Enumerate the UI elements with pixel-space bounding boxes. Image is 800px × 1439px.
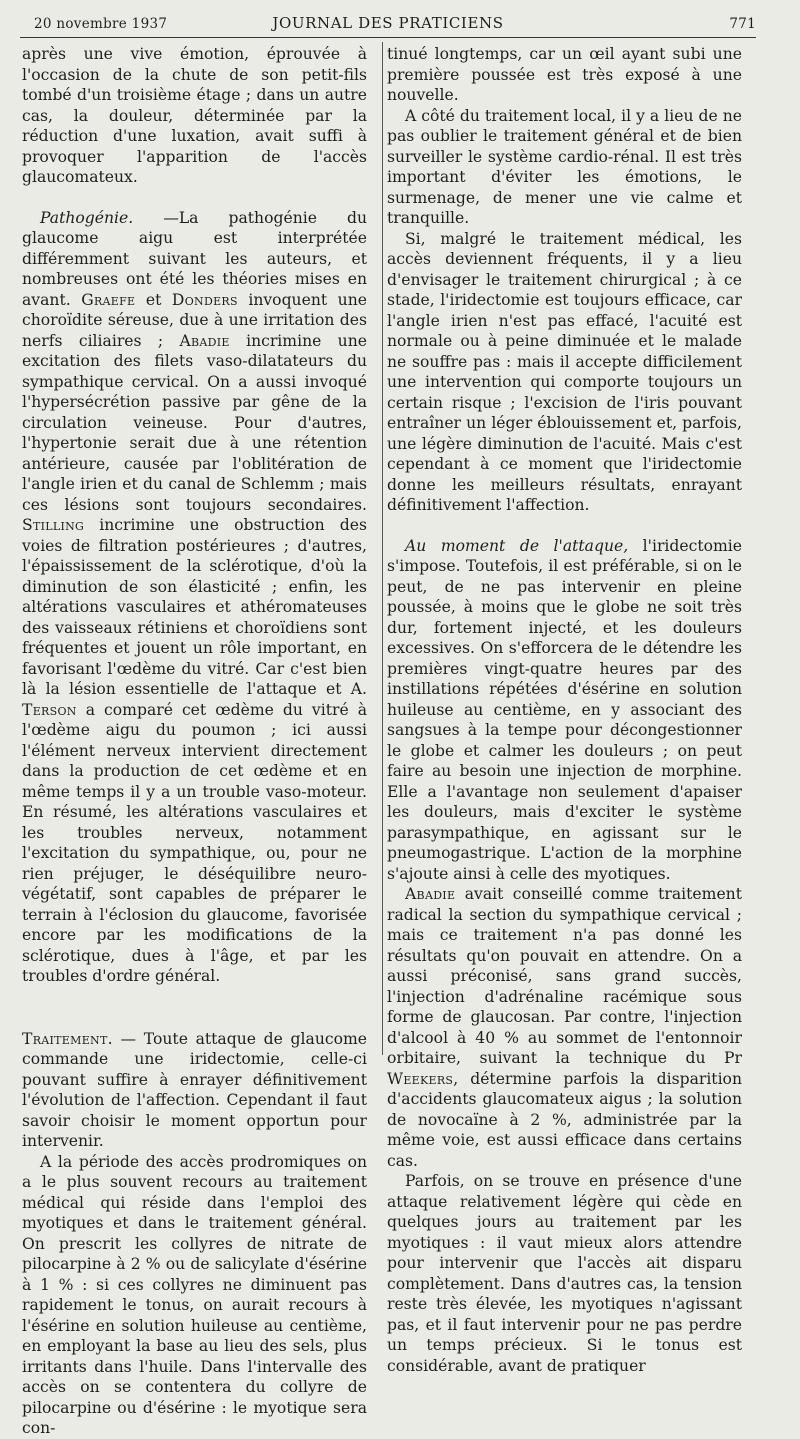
paragraph-abadie bbox=[387, 884, 742, 1171]
header-date: 20 novembre 1937 bbox=[34, 16, 168, 32]
author-weekers: Weekers bbox=[387, 1069, 454, 1088]
spacer bbox=[22, 188, 367, 208]
paragraph-parfois: Parfois, on se trouve en présence d'une attaque relativement légère qui cède en quelques jours au traitement par les myotiques : il vaut mieux alors attendre pour intervenir que l'accès ait disparu complètement. Dans d'autres cas, la tension reste très élevée, les myotiques n'agissant pas, et il faut intervenir pour ne pas perdre un temps précieux. Si le tonus est considérable, avant de pratiquer bbox=[387, 1172, 742, 1375]
section-heading-traitement: Traitement. bbox=[22, 1029, 113, 1048]
author-abadie: Abadie bbox=[405, 885, 456, 903]
author-graefe: Graefe bbox=[81, 290, 136, 309]
paragraph-traitement bbox=[22, 1029, 367, 1152]
text-run: —La pathogénie du glaucome aigu est interprétée différemment suivant les auteurs, et nombreuses ont été les théories mises en avant. bbox=[22, 208, 367, 309]
paragraph-chirurgical: Si, malgré le traitement médical, les accès deviennent fréquents, il y a lieu d'envisager le traitement chirurgical ; à ce stade, l'iridectomie est toujours efficace, car l'angle irien n'est pas effacé, l'acuité est normale ou à peine diminuée et le malade ne souffre pas : mais il accepte difficilement une intervention qui comporte toujours un certain risque ; l'excision de l'iris pouvant entraîner un léger éblouissement et, parfois, une légère diminution de l'acuité. Mais c'est cependant à ce moment que l'iridectomie donne les meilleurs résultats, enrayant définitivement l'affection. bbox=[387, 229, 742, 514]
paragraph-traitement-general: A côté du traitement local, il y a lieu de ne pas oublier le traitement général et de bien surveiller le système cardio-rénal. Il est très important d'éviter les émotions, le surmenage, de mener une vie calme et tranquille. bbox=[387, 106, 742, 227]
section-heading-pathogenie: Pathogénie. bbox=[40, 208, 134, 227]
text-run: , détermine parfois la disparition d'accidents glaucomateux aigus ; la solution de novocaïne à 2 %, administrée par la même voie, est aussi efficace dans certains cas. bbox=[387, 1069, 742, 1170]
text-run: a comparé cet œdème du vitré à l'œdème aigu du poumon ; ici aussi l'élément nerveux intervient directement dans la production de cet œdème et en même temps il y a un trouble vaso-moteur. En résumé, les altérations vasculaires et les troubles nerveux, notamment l'excitation du sympathique, ou, pour ne rien préjuger, le déséquilibre neuro-végétatif, sont capables de préparer le terrain à l'éclosion du glaucome, favorisée encore par les modifications de la sclérotique, dues à l'âge, et par les troubles d'ordre général. bbox=[22, 700, 367, 985]
author-stilling: Stilling bbox=[22, 516, 85, 534]
author-abadie: Abadie bbox=[179, 331, 230, 350]
paragraph-continued: tinué longtemps, car un œil ayant subi une première poussée est très exposé à une nouvelle. bbox=[387, 45, 742, 104]
paragraph-intro-continued: après une vive émotion, éprouvée à l'occasion de la chute de son petit-fils tombé d'un troisième étage ; dans un autre cas, la douleur, déterminée par la réduction d'une luxation, avait suffi à provoquer l'apparition de l'accès glaucomateux. bbox=[22, 45, 367, 186]
text-run: avait conseillé comme traitement radical la section du sympathique cervical ; mais ce traitement n'a pas donné les résultats qu'on pouvait en attendre. On a aussi préconisé, sans grand succès, l'injection d'adrénaline racémique sous forme de glaucosan. Par contre, l'injection d'alcool à 40 % au sommet de l'entonnoir orbitaire, suivant la technique du Pr bbox=[387, 885, 742, 1067]
text-run: incrimine une obstruction des voies de filtration postérieures ; d'autres, l'épaississement de la sclérotique, d'où la diminution de son élasticité ; enfin, les altérations vasculaires et athéromateuses des vaisseaux rétiniens et choroïdiens sont fréquentes et jouent un rôle important, en favorisant l'œdème du vitré. Car c'est bien là la lésion essentielle de l'attaque et A. bbox=[22, 516, 367, 698]
text-run: invoquent une choroïdite séreuse, due à une irritation des nerfs ciliaires ; bbox=[22, 290, 367, 350]
spacer bbox=[22, 987, 367, 1029]
text-run: incrimine une excitation des filets vaso-dilatateurs du sympathique cervical. On a aussi invoqué l'hypersécrétion passive par gêne de la circulation veineuse. Pour d'autres, l'hypertonie serait due à une rétention antérieure, causée par l'oblitération de l'angle irien et du canal de Schlemm ; mais ces lésions sont toujours secondaires. bbox=[22, 331, 367, 514]
paragraph-pathogenie bbox=[22, 208, 367, 987]
text-run: et bbox=[135, 290, 172, 309]
column-divider bbox=[382, 42, 383, 1055]
spacer bbox=[387, 516, 742, 536]
text-run: — Toute attaque de glaucome commande une iridectomie, celle-ci pouvant suffire à enrayer définitivement l'évolution de l'affection. Cependant il faut savoir choisir le moment opportun pour intervenir. bbox=[22, 1029, 367, 1150]
paragraph-prodromiques: A la période des accès prodromiques on a le plus souvent recours au traitement médical qui réside dans l'emploi des myotiques et dans le traitement général. On prescrit les collyres de nitrate de pilocarpine à 2 % ou de salicylate d'ésérine à 1 % : si ces collyres ne diminuent pas rapidement le tonus, on aurait recours à l'ésérine en solution huileuse au centième, en employant la base au lieu des sels, plus irritants dans l'huile. Dans l'intervalle des accès on se contentera du collyre de pilocarpine ou d'ésérine : le myotique sera con- bbox=[22, 1152, 367, 1437]
right-column bbox=[387, 44, 742, 1376]
section-heading-attaque: Au moment de l'attaque, bbox=[405, 536, 629, 555]
page-number: 771 bbox=[729, 16, 756, 32]
paragraph-attaque bbox=[387, 536, 742, 885]
left-column bbox=[22, 44, 367, 1439]
running-header bbox=[20, 14, 756, 34]
header-rule bbox=[20, 37, 756, 38]
text-run: l'iridectomie s'impose. Toutefois, il est préférable, si on le peut, de ne pas intervenir en pleine poussée, à moins que le globe ne soit très dur, fortement injecté, et les douleurs excessives. On s'efforcera de le détendre les premières vingt-quatre heures par des instillations répétées d'ésérine en solution huileuse au centième, en y associant des sangsues à la tempe pour décongestionner le globe et calmer les douleurs ; on peut faire au besoin une injection de morphine. Elle a l'avantage non seulement d'apaiser les douleurs, mais d'exciter le système parasympathique, en agissant sur le pneumogastrique. L'action de la morphine s'ajoute ainsi à celle des myotiques. bbox=[387, 536, 742, 883]
author-terson: Terson bbox=[22, 700, 77, 719]
author-donders: Donders bbox=[171, 290, 238, 309]
journal-title: JOURNAL DES PRATICIENS bbox=[272, 14, 504, 32]
